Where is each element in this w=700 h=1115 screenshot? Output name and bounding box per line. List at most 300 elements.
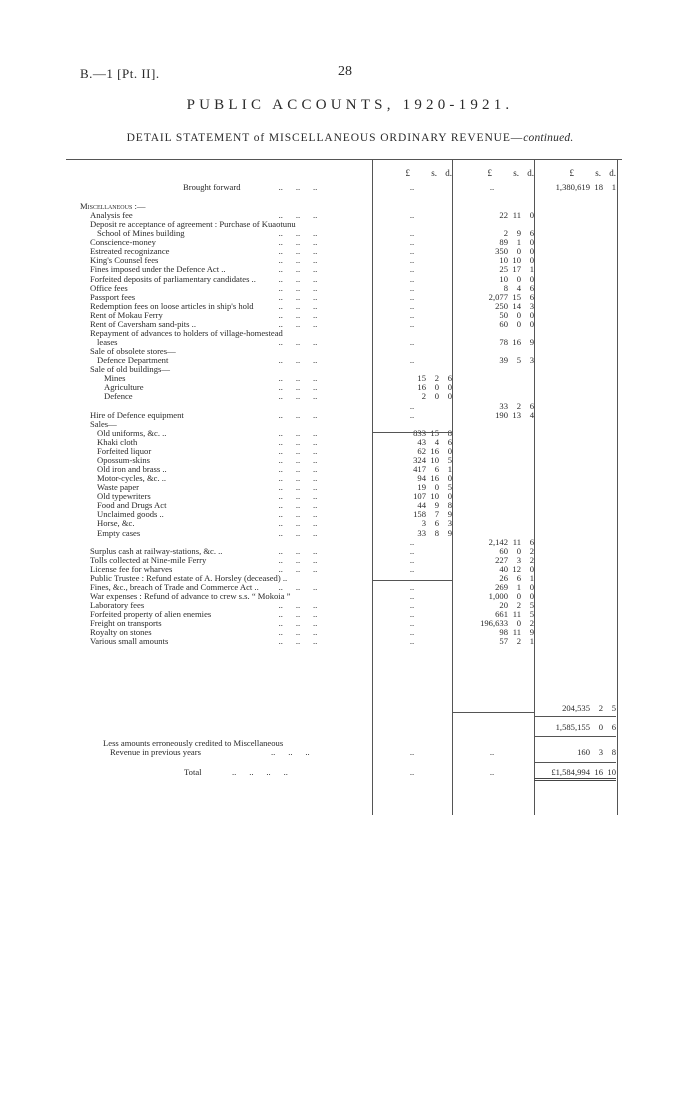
amount-pounds: 1,000: [488, 591, 508, 601]
amount-pence: 6: [529, 228, 534, 239]
row-col1-dots: ..: [409, 609, 415, 620]
amount-pence: 0: [447, 445, 452, 456]
amount-pence: 0: [529, 210, 534, 221]
amount-pence: 5: [447, 482, 452, 493]
row-description: Khaki cloth: [97, 436, 138, 447]
amount-pence: 1: [447, 464, 452, 475]
total-row: [0, 767, 700, 777]
amount-shillings: 0: [516, 545, 521, 556]
row-leader-dots: .. .. ..: [255, 563, 318, 574]
amount-pence: 9: [447, 509, 452, 520]
row-leader-dots: .. .. ..: [255, 527, 318, 538]
subtotal-misc-row: [0, 703, 700, 713]
rule-under-subtotal: [534, 716, 616, 717]
row-leader-dots: .. .. ..: [255, 491, 318, 502]
col3-pound-label: £: [569, 168, 574, 178]
row-leader-dots: .. .. ..: [255, 509, 318, 520]
row-leader-dots: .. .. ..: [255, 373, 318, 384]
row-description: Rent of Caversham sand-pits ..: [90, 318, 196, 329]
less-amount: [534, 747, 616, 757]
table-row: [0, 636, 700, 646]
row-col1-dots: ..: [409, 337, 415, 348]
row-description: Horse, &c.: [97, 518, 135, 529]
less-pounds: 160: [577, 747, 590, 757]
row-description: Old uniforms, &c. ..: [97, 427, 167, 438]
row-col1-dots: ..: [409, 255, 415, 266]
row-leader-dots: .. .. ..: [255, 182, 318, 192]
row-leader-dots: .. .. ..: [255, 473, 318, 484]
amount-shillings: 0: [516, 273, 521, 284]
amount-shillings: 16: [430, 473, 439, 484]
amount-pounds: 250: [495, 300, 508, 311]
subtotal-misc-pounds: 204,535: [562, 703, 590, 713]
amount-pounds: 60: [499, 545, 508, 556]
row-leader-dots: .. .. ..: [255, 228, 318, 239]
amount-pounds: 33: [417, 527, 426, 538]
amount-pounds: 661: [495, 609, 508, 620]
amount-pence: 8: [447, 427, 452, 438]
row-col1-dots: ..: [409, 309, 415, 320]
amount-pence: 3: [529, 300, 534, 311]
amount-pounds: 2: [421, 391, 426, 402]
row-description: Fines imposed under the Defence Act ..: [90, 264, 226, 275]
row-col1-dots: ..: [409, 627, 415, 638]
less-pence: 8: [611, 747, 616, 757]
subtotal-misc: [534, 703, 616, 713]
less-label-line1: Less amounts erroneously credited to Miscellaneous: [103, 738, 284, 748]
amount-pence: 6: [529, 291, 534, 302]
less-shillings: 3: [598, 747, 603, 757]
row-description: Surplus cash at railway-stations, &c. ..: [90, 545, 223, 556]
amount-pence: 0: [529, 309, 534, 320]
amount-pounds: 10: [499, 273, 508, 284]
amount-pence: 3: [447, 518, 452, 529]
page-title: PUBLIC ACCOUNTS, 1920-1921.: [186, 97, 514, 113]
amount-pounds: 190: [495, 409, 508, 420]
row-description: Redemption fees on loose articles in ship's hold: [90, 300, 254, 311]
less-label-line2: Revenue in previous years: [110, 747, 201, 757]
col2-pound-label: £: [487, 168, 492, 178]
amount-shillings: 10: [430, 491, 439, 502]
row-col1-dots: ..: [409, 554, 415, 565]
row-leader-dots: .. .. ..: [255, 500, 318, 511]
amount-pounds: 78: [499, 337, 508, 348]
less-col1-dots: ..: [409, 747, 415, 757]
amount-pounds: 417: [413, 464, 426, 475]
subtitle-continued: continued.: [523, 132, 574, 144]
amount-pence: 0: [529, 255, 534, 266]
amount-shillings: 0: [516, 309, 521, 320]
amount-pounds: 833: [413, 427, 426, 438]
row-description: Estreated recognizance: [90, 246, 170, 257]
row-amount-c2: [452, 636, 534, 646]
total-leader-dots: .. .. .. ..: [232, 767, 288, 777]
row-col1-dots: ..: [409, 210, 415, 221]
amount-pence: 8: [447, 500, 452, 511]
amount-pence: 1: [529, 572, 534, 583]
amount-pounds: 89: [499, 237, 508, 248]
amount-shillings: 2: [434, 373, 439, 384]
row-description: Defence Department: [97, 355, 169, 366]
amount-shillings: 1: [516, 581, 521, 592]
total-shillings: 16: [594, 767, 603, 777]
row-description: Unclaimed goods ..: [97, 509, 164, 520]
row-leader-dots: .. .. ..: [255, 255, 318, 266]
amount-pounds: 16: [417, 382, 426, 393]
amount-pence: 0: [529, 237, 534, 248]
amount-shillings: 1: [516, 237, 521, 248]
row-description: Tolls collected at Nine-mile Ferry: [90, 554, 207, 565]
amount-shillings: 14: [512, 300, 521, 311]
amount-shillings: 9: [434, 500, 439, 511]
less-row-line2: [0, 747, 700, 757]
subtotal-misc-shillings: 2: [598, 703, 603, 713]
amount-shillings: 15: [430, 427, 439, 438]
less-col2-dots: ..: [489, 747, 495, 757]
amount-shillings: 0: [516, 246, 521, 257]
col1-pence-label: d.: [445, 168, 452, 178]
rule-under-buildings: [372, 432, 452, 433]
row-description: School of Mines building: [97, 228, 185, 239]
amount-pounds: 44: [417, 500, 426, 511]
total-col1-dots: ..: [409, 767, 415, 777]
col1-shilling-label: s.: [431, 168, 437, 178]
amount-pence: 0: [529, 563, 534, 574]
row-description: Old iron and brass ..: [97, 464, 167, 475]
amount-pence: 0: [529, 246, 534, 257]
amount-shillings: 11: [512, 536, 521, 547]
row-leader-dots: .. .. ..: [255, 273, 318, 284]
row-description: License fee for wharves: [90, 563, 173, 574]
amount-shillings: 11: [512, 609, 521, 620]
table-top-rule: [66, 159, 622, 160]
row-leader-dots: .. .. ..: [255, 282, 318, 293]
row-col1-dots: ..: [409, 182, 415, 192]
page-number: 28: [338, 64, 352, 79]
amount-pence: 0: [529, 581, 534, 592]
row-col1-dots: ..: [409, 228, 415, 239]
row-description: Waste paper: [97, 482, 140, 493]
col2-header: [452, 168, 534, 178]
subtitle-main: DETAIL STATEMENT of MISCELLANEOUS ORDINARY REVENUE—: [126, 132, 524, 144]
amount-shillings: 16: [512, 337, 521, 348]
col2-pence-label: d.: [527, 168, 534, 178]
amount-pounds: 98: [499, 627, 508, 638]
table-row: [0, 182, 700, 192]
amount-shillings: 11: [512, 210, 521, 221]
amount-pounds: 227: [495, 554, 508, 565]
row-description: Agriculture: [104, 382, 144, 393]
row-description: Mines: [104, 373, 126, 384]
amount-shillings: 16: [430, 445, 439, 456]
row-description: Analysis fee: [90, 210, 133, 221]
amount-pounds: 269: [495, 581, 508, 592]
total-col2-dots: ..: [489, 767, 495, 777]
row-leader-dots: .. .. ..: [255, 246, 318, 257]
row-leader-dots: .. .. ..: [255, 409, 318, 420]
row-leader-dots: .. .. ..: [255, 355, 318, 366]
row-description: Empty cases: [97, 527, 141, 538]
row-description: leases: [97, 337, 118, 348]
subtotal-sum: [534, 722, 616, 732]
row-col1-dots: ..: [409, 536, 415, 547]
amount-pounds: 60: [499, 318, 508, 329]
col3-pence-label: d.: [609, 168, 616, 178]
amount-pence: 0: [529, 273, 534, 284]
total-amount: [534, 767, 616, 777]
page-subtitle: [0, 132, 700, 144]
amount-pence: 1: [529, 264, 534, 275]
less-leader-dots: .. .. ..: [271, 747, 310, 757]
row-col1-dots: ..: [409, 636, 415, 647]
row-description: Forfeited liquor: [97, 445, 152, 456]
amount-shillings: 6: [434, 518, 439, 529]
amount-shillings: 10: [512, 255, 521, 266]
amount-pounds: 196,633: [480, 618, 508, 629]
subtotal-sum-pence: 6: [611, 722, 616, 732]
row-col1-dots: ..: [409, 400, 415, 411]
amount-pence: 0: [447, 382, 452, 393]
row-leader-dots: .. .. ..: [255, 237, 318, 248]
amount-pence: 5: [447, 454, 452, 465]
amount-pence: 2: [529, 618, 534, 629]
amount-pence: 1: [529, 636, 534, 647]
amount-pence: 6: [529, 400, 534, 411]
row-leader-dots: .. .. ..: [255, 618, 318, 629]
subtotal-sum-shillings: 0: [598, 722, 603, 732]
row-col1-dots: ..: [409, 581, 415, 592]
row-col1-dots: ..: [409, 355, 415, 366]
amount-shillings: 0: [434, 391, 439, 402]
row-description: Conscience-money: [90, 237, 156, 248]
row-description: Forfeited property of alien enemies: [90, 609, 212, 620]
amount-pounds: 26: [499, 572, 508, 583]
row-col1-dots: ..: [409, 318, 415, 329]
amount-pounds: 107: [413, 491, 426, 502]
row-description: Laboratory fees: [90, 600, 145, 611]
row-leader-dots: .. .. ..: [255, 600, 318, 611]
row-col1-dots: ..: [409, 291, 415, 302]
amount-pounds: 43: [417, 436, 426, 447]
amount-pounds: 22: [499, 210, 508, 221]
row-amount-c3: [534, 182, 616, 192]
row-leader-dots: .. .. ..: [255, 482, 318, 493]
row-col1-dots: ..: [409, 273, 415, 284]
amount-pounds: 2: [503, 228, 508, 239]
row-leader-dots: .. .. ..: [255, 554, 318, 565]
amount-pounds: 20: [499, 600, 508, 611]
amount-pounds: 158: [413, 509, 426, 520]
amount-pence: 9: [529, 627, 534, 638]
row-description: Motor-cycles, &c. ..: [97, 473, 167, 484]
amount-pounds: 40: [499, 563, 508, 574]
total-pounds: £1,584,994: [551, 767, 590, 777]
row-leader-dots: .. .. ..: [255, 636, 318, 647]
row-col1-dots: ..: [409, 572, 415, 583]
row-description: Food and Drugs Act: [97, 500, 167, 511]
amount-shillings: 3: [516, 554, 521, 565]
amount-shillings: 11: [512, 627, 521, 638]
amount-shillings: 8: [434, 527, 439, 538]
row-leader-dots: .. .. ..: [255, 291, 318, 302]
rule-under-sales: [372, 580, 452, 581]
row-description: Repayment of advances to holders of village-homestead: [90, 327, 283, 338]
amount-pence: 2: [529, 545, 534, 556]
row-leader-dots: .. .. ..: [255, 210, 318, 221]
row-leader-dots: .. .. ..: [255, 445, 318, 456]
amount-shillings: 6: [516, 572, 521, 583]
total-label: Total: [184, 767, 202, 777]
amount-pence: 1: [611, 182, 616, 192]
row-col1-dots: ..: [409, 409, 415, 420]
row-description: Fines, &c., breach of Trade and Commerce Act ..: [90, 581, 259, 592]
amount-pounds: 39: [499, 355, 508, 366]
amount-pounds: 2,142: [488, 536, 508, 547]
row-description: Public Trustee : Refund estate of A. Horsley (deceased) ..: [90, 572, 288, 583]
row-leader-dots: .. .. ..: [255, 436, 318, 447]
amount-pounds: 33: [499, 400, 508, 411]
row-leader-dots: .. .. ..: [255, 464, 318, 475]
row-description: Royalty on stones: [90, 627, 152, 638]
amount-pounds: 19: [417, 482, 426, 493]
row-leader-dots: .. .. ..: [255, 454, 318, 465]
row-col1-dots: ..: [409, 591, 415, 601]
row-description: Various small amounts: [90, 636, 169, 647]
row-leader-dots: .. .. ..: [255, 337, 318, 348]
row-col1-dots: ..: [409, 264, 415, 275]
row-col1-dots: ..: [409, 300, 415, 311]
amount-pence: 6: [529, 282, 534, 293]
amount-pounds: 94: [417, 473, 426, 484]
row-description: Sale of old buildings—: [90, 364, 170, 375]
amount-pence: 0: [447, 391, 452, 402]
row-leader-dots: .. .. ..: [255, 427, 318, 438]
row-leader-dots: .. .. ..: [255, 627, 318, 638]
total-double-rule: [534, 778, 616, 781]
subtotal-misc-pence: 5: [611, 703, 616, 713]
col3-shilling-label: s.: [595, 168, 601, 178]
amount-shillings: 18: [594, 182, 603, 192]
row-description: Brought forward: [183, 182, 241, 192]
row-description: Passport fees: [90, 291, 136, 302]
row-description: Rent of Mokau Ferry: [90, 309, 163, 320]
row-col1-dots: ..: [409, 282, 415, 293]
row-leader-dots: .. .. ..: [255, 391, 318, 402]
amount-shillings: 9: [516, 228, 521, 239]
amount-pounds: 57: [499, 636, 508, 647]
row-col1-dots: ..: [409, 600, 415, 611]
amount-pence: 9: [447, 527, 452, 538]
amount-shillings: 6: [434, 464, 439, 475]
amount-pence: 2: [529, 554, 534, 565]
amount-pence: 6: [529, 536, 534, 547]
amount-pence: 0: [447, 491, 452, 502]
row-col1-dots: ..: [409, 545, 415, 556]
row-description: War expenses : Refund of advance to crew s.s. “ Mokoia ”: [90, 591, 291, 601]
row-description: Old typewriters: [97, 491, 151, 502]
amount-shillings: 0: [516, 618, 521, 629]
amount-shillings: 2: [516, 400, 521, 411]
row-leader-dots: .. .. ..: [255, 309, 318, 320]
subtotal-sum-pounds: 1,585,155: [555, 722, 590, 732]
row-col1-dots: ..: [409, 563, 415, 574]
row-description: Hire of Defence equipment: [90, 409, 184, 420]
row-description: King's Counsel fees: [90, 255, 159, 266]
amount-shillings: 0: [434, 482, 439, 493]
row-col1-dots: ..: [409, 618, 415, 629]
amount-shillings: 2: [516, 636, 521, 647]
amount-shillings: 17: [512, 264, 521, 275]
row-description: Sale of obsolete stores—: [90, 346, 176, 357]
amount-shillings: 2: [516, 600, 521, 611]
row-description: Opossum-skins: [97, 454, 151, 465]
row-description: Miscellaneous :—: [80, 201, 146, 211]
amount-shillings: 12: [512, 563, 521, 574]
amount-pounds: 15: [417, 373, 426, 384]
row-leader-dots: .. .. ..: [255, 545, 318, 556]
amount-pounds: 3: [421, 518, 426, 529]
row-description: Office fees: [90, 282, 128, 293]
row-leader-dots: .. .. ..: [255, 518, 318, 529]
col1-pound-label: £: [405, 168, 410, 178]
amount-shillings: 0: [516, 318, 521, 329]
row-col1-dots: ..: [409, 246, 415, 257]
row-leader-dots: .. .. ..: [255, 300, 318, 311]
amount-pounds: 62: [417, 445, 426, 456]
col3-header: [534, 168, 616, 178]
amount-shillings: 4: [516, 282, 521, 293]
row-leader-dots: .. .. ..: [255, 581, 318, 592]
subtotal-sum-row: [0, 722, 700, 732]
row-description: Deposit re acceptance of agreement : Purchase of Kuaotunu: [90, 219, 296, 230]
amount-shillings: 13: [512, 409, 521, 420]
amount-pounds: 50: [499, 309, 508, 320]
row-description: Forfeited deposits of parliamentary candidates ..: [90, 273, 256, 284]
amount-pounds: 10: [499, 255, 508, 266]
amount-shillings: 15: [512, 291, 521, 302]
amount-shillings: 0: [516, 591, 521, 601]
amount-pounds: 350: [495, 246, 508, 257]
total-pence: 10: [607, 767, 616, 777]
row-leader-dots: .. .. ..: [255, 382, 318, 393]
amount-shillings: 10: [430, 454, 439, 465]
amount-pence: 0: [529, 318, 534, 329]
amount-pence: 4: [529, 409, 534, 420]
amount-pence: 5: [529, 609, 534, 620]
amount-pence: 3: [529, 355, 534, 366]
amount-pounds: 324: [413, 454, 426, 465]
amount-pence: 6: [447, 373, 452, 384]
row-leader-dots: .. .. ..: [255, 609, 318, 620]
amount-shillings: 4: [434, 436, 439, 447]
row-description: Defence: [104, 391, 133, 402]
amount-pounds: 8: [503, 282, 508, 293]
col1-header: [372, 168, 452, 178]
amount-pounds: 1,380,619: [555, 182, 590, 192]
col2-shilling-label: s.: [513, 168, 519, 178]
row-description: Sales—: [90, 418, 117, 429]
amount-pence: 0: [447, 473, 452, 484]
rule-above-total: [534, 762, 616, 763]
amount-shillings: 0: [434, 382, 439, 393]
amount-shillings: 5: [516, 355, 521, 366]
amount-shillings: 7: [434, 509, 439, 520]
row-description: Freight on transports: [90, 618, 162, 629]
rule-above-less: [534, 736, 616, 737]
row-leader-dots: .. .. ..: [255, 318, 318, 329]
row-col1-dots: ..: [409, 237, 415, 248]
amount-pence: 0: [529, 591, 534, 601]
